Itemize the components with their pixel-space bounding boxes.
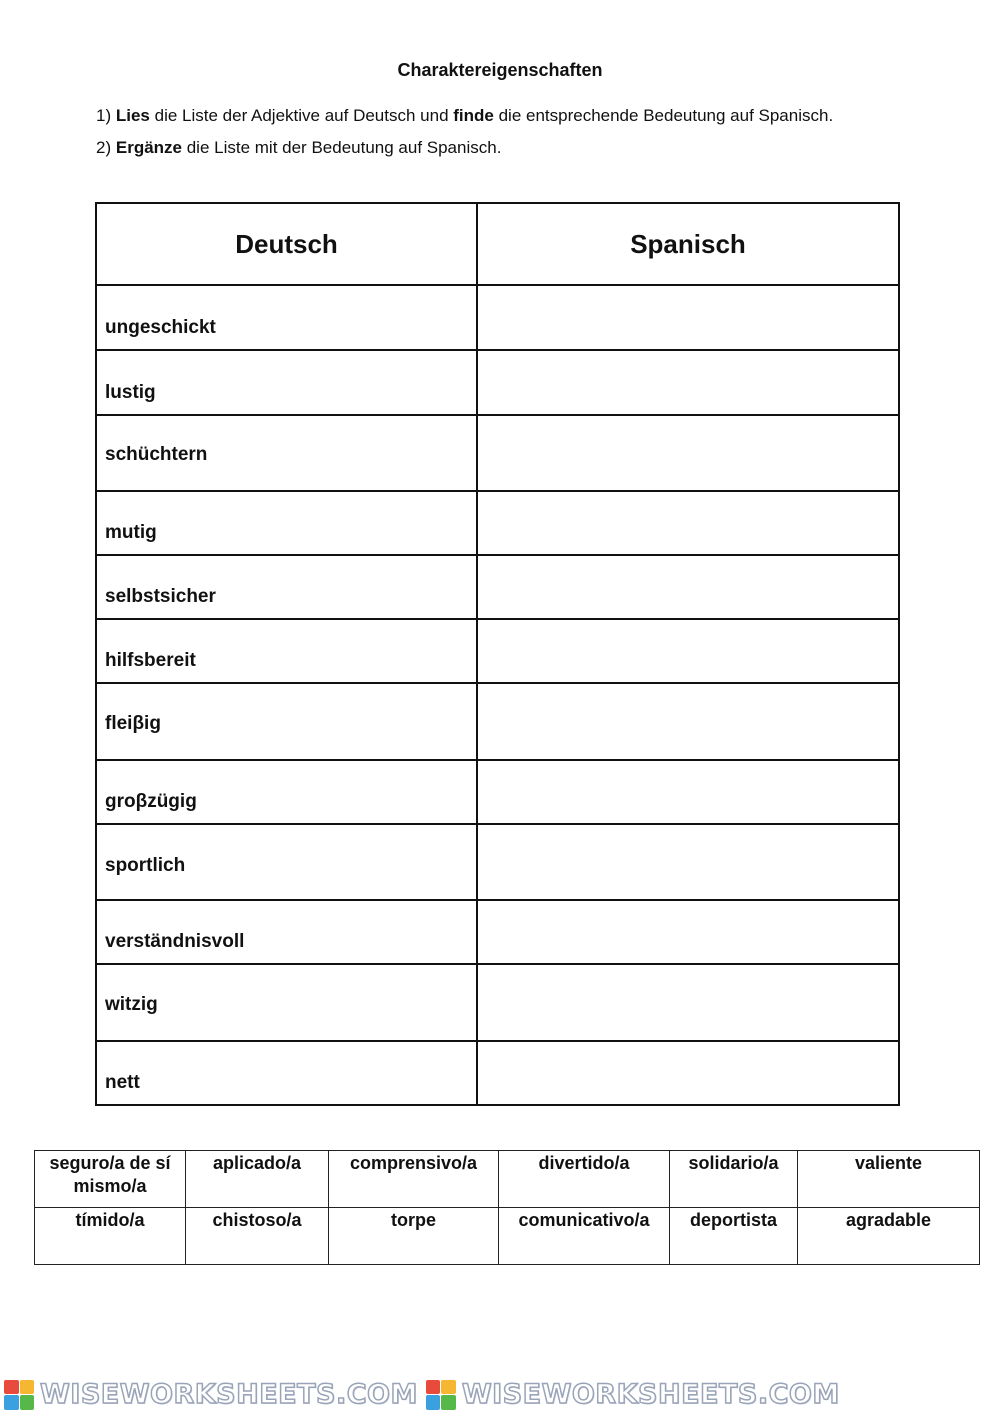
word-bank-row xyxy=(35,1208,980,1265)
spanish-answer-cell[interactable] xyxy=(477,415,899,491)
logo-square xyxy=(20,1380,35,1395)
instruction-1-bold-1: Lies xyxy=(115,106,150,125)
instruction-2-number: 2) xyxy=(96,138,112,157)
word-bank-table xyxy=(34,1150,980,1265)
wise-logo-icon xyxy=(426,1380,456,1410)
instruction-1-number: 1) xyxy=(96,106,112,125)
spanish-answer-cell[interactable] xyxy=(477,1041,899,1105)
watermark-unit xyxy=(4,1379,418,1410)
word-bank-item: chistoso/a xyxy=(186,1208,329,1265)
word-bank-item: torpe xyxy=(329,1208,499,1265)
word-bank-item: divertido/a xyxy=(499,1151,670,1208)
word-bank-item: comunicativo/a xyxy=(499,1208,670,1265)
spanish-answer-cell[interactable] xyxy=(477,683,899,760)
spanish-answer-cell[interactable] xyxy=(477,964,899,1041)
watermark-text: WISEWORKSHEETS.COM xyxy=(461,1379,840,1410)
spanish-answer-cell[interactable] xyxy=(477,491,899,555)
logo-square xyxy=(4,1395,19,1410)
instruction-2-text-1: die Liste mit der Bedeutung auf Spanisch. xyxy=(182,138,502,157)
word-bank-item: agradable xyxy=(798,1208,980,1265)
header-spanisch: Spanisch xyxy=(477,203,899,285)
logo-square xyxy=(4,1380,19,1395)
watermark-footer xyxy=(0,1376,1000,1413)
word-bank-item: deportista xyxy=(670,1208,798,1265)
table-row xyxy=(96,683,899,760)
german-word: groβzügig xyxy=(96,760,477,824)
logo-square xyxy=(441,1380,456,1395)
instruction-1-text-2: die entsprechende Bedeutung auf Spanisch. xyxy=(493,106,834,125)
table-row xyxy=(96,900,899,964)
german-word: mutig xyxy=(96,491,477,555)
spanish-answer-cell[interactable] xyxy=(477,555,899,619)
german-word: schüchtern xyxy=(96,415,477,491)
spanish-answer-cell[interactable] xyxy=(477,619,899,683)
spanish-answer-cell[interactable] xyxy=(477,900,899,964)
word-bank-item: tímido/a xyxy=(35,1208,186,1265)
german-word: fleiβig xyxy=(96,683,477,760)
word-bank-row xyxy=(35,1151,980,1208)
instruction-1-bold-2: finde xyxy=(453,106,494,125)
german-word: ungeschickt xyxy=(96,285,477,350)
watermark-text: WISEWORKSHEETS.COM xyxy=(40,1379,418,1410)
spanish-answer-cell[interactable] xyxy=(477,350,899,415)
word-bank-item: comprensivo/a xyxy=(329,1151,499,1208)
table-row xyxy=(96,555,899,619)
logo-square xyxy=(426,1395,441,1410)
word-bank-item: valiente xyxy=(798,1151,980,1208)
instruction-1-text-1: die Liste der Adjektive auf Deutsch und xyxy=(149,106,454,125)
table-row xyxy=(96,285,899,350)
wise-logo-icon xyxy=(4,1380,34,1410)
spanish-answer-cell[interactable] xyxy=(477,760,899,824)
logo-square xyxy=(441,1395,456,1410)
spanish-answer-cell[interactable] xyxy=(477,824,899,900)
german-word: sportlich xyxy=(96,824,477,900)
logo-square xyxy=(20,1395,35,1410)
german-word: lustig xyxy=(96,350,477,415)
word-bank-item: solidario/a xyxy=(670,1151,798,1208)
watermark-unit xyxy=(426,1379,840,1410)
table-row xyxy=(96,824,899,900)
word-bank-item: seguro/a de sí mismo/a xyxy=(35,1151,186,1208)
table-row xyxy=(96,619,899,683)
table-row xyxy=(96,350,899,415)
instruction-2 xyxy=(96,138,501,158)
header-deutsch: Deutsch xyxy=(96,203,477,285)
logo-square xyxy=(426,1380,441,1395)
vocabulary-table xyxy=(95,202,900,1106)
german-word: hilfsbereit xyxy=(96,619,477,683)
german-word: verständnisvoll xyxy=(96,900,477,964)
table-row xyxy=(96,415,899,491)
table-row xyxy=(96,1041,899,1105)
instruction-2-bold-1: Ergänze xyxy=(115,138,182,157)
german-word: witzig xyxy=(96,964,477,1041)
table-row xyxy=(96,491,899,555)
table-header-row xyxy=(96,203,899,285)
table-row xyxy=(96,964,899,1041)
german-word: selbstsicher xyxy=(96,555,477,619)
instruction-1 xyxy=(96,106,833,126)
spanish-answer-cell[interactable] xyxy=(477,285,899,350)
german-word: nett xyxy=(96,1041,477,1105)
word-bank-item: aplicado/a xyxy=(186,1151,329,1208)
page-title: Charaktereigenschaften xyxy=(397,60,603,80)
table-row xyxy=(96,760,899,824)
